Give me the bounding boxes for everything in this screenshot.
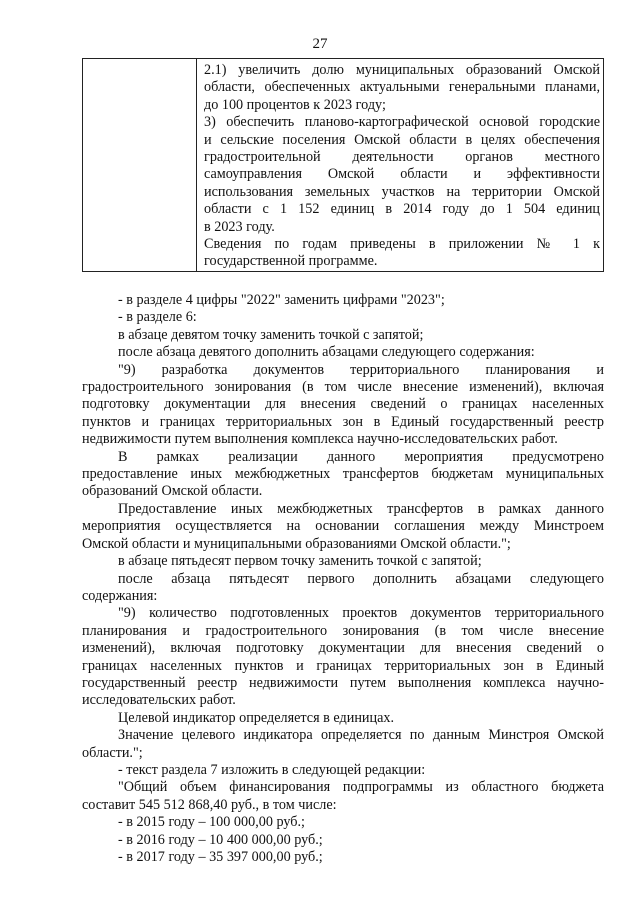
text-line: границах населенных пунктов и границах территориальных зон в Единый <box>82 657 604 674</box>
text-line: Омской области и муниципальными образованиями Омской области."; <box>82 535 511 552</box>
text-line: пунктов и границах территориальных зон в Единый государственный реестр <box>82 413 604 430</box>
text-line: исследовательских работ. <box>82 692 236 709</box>
content-table <box>82 58 604 272</box>
text-line: в 2023 году. <box>204 218 275 235</box>
text-line: Предоставление иных межбюджетных трансфертов в рамках данного <box>118 500 604 517</box>
text-line: в абзаце пятьдесят первом точку заменить точкой с запятой; <box>118 553 482 570</box>
text-line: содержания: <box>82 587 158 604</box>
text-line: Сведения по годам приведены в приложении № 1 к <box>204 236 600 253</box>
text-line: изменений), включая подготовку документации для внесения сведений о <box>82 640 604 657</box>
text-line: - в разделе 6: <box>118 309 197 326</box>
text-line: подготовку документации для внесения сведений о границах населенных <box>82 396 604 413</box>
text-line: государственный реестр недвижимости путем выполнения комплекса научно- <box>82 674 604 691</box>
text-line: градостроительного зонирования (в том числе внесение изменений), включая <box>82 379 604 396</box>
text-line: государственной программе. <box>204 253 378 270</box>
page-number: 27 <box>312 36 328 52</box>
text-line: самоуправления Омской области и эффективности <box>204 166 600 183</box>
text-line: - в 2016 году – 10 400 000,00 руб.; <box>118 831 323 848</box>
document-body <box>82 292 604 866</box>
text-line: 2.1) увеличить долю муниципальных образований Омской <box>204 62 600 78</box>
text-line: "9) разработка документов территориального планирования и <box>118 361 604 378</box>
text-line: и сельские поселения Омской области в целях обеспечения <box>204 131 600 148</box>
text-line: 3) обеспечить планово-картографической основой городские <box>204 114 600 131</box>
text-line: области с 1 152 единиц в 2014 году до 1 504 единиц <box>204 201 600 218</box>
text-line: Значение целевого индикатора определяется по данным Минстроя Омской <box>118 727 604 744</box>
text-line: образований Омской области. <box>82 483 263 500</box>
text-line: мероприятия осуществляется на основании соглашения между Минстроем <box>82 518 604 535</box>
table-right-cell <box>204 62 600 271</box>
text-line: - текст раздела 7 изложить в следующей редакции: <box>118 761 426 778</box>
text-line: составит 545 512 868,40 руб., в том числе: <box>82 796 337 813</box>
text-line: "Общий объем финансирования подпрограммы из областного бюджета <box>118 779 604 796</box>
text-line: после абзаца пятьдесят первого дополнить абзацами следующего <box>118 570 604 587</box>
text-line: области."; <box>82 744 143 761</box>
text-line: использования земельных участков на территории Омской <box>204 183 600 200</box>
text-line: до 100 процентов к 2023 году; <box>204 96 386 113</box>
table-left-cell <box>83 59 197 271</box>
text-line: Целевой индикатор определяется в единицах. <box>118 709 395 726</box>
text-line: В рамках реализации данного мероприятия предусмотрено <box>118 448 604 465</box>
text-line: планирования и градостроительного зонирования (в том числе внесение <box>82 622 604 639</box>
text-line: "9) количество подготовленных проектов документов территориального <box>118 605 604 622</box>
text-line: в абзаце девятом точку заменить точкой с запятой; <box>118 326 424 343</box>
text-line: недвижимости путем выполнения комплекса научно-исследовательских работ. <box>82 431 558 448</box>
text-line: предоставление иных межбюджетных трансфертов бюджетам муниципальных <box>82 466 604 483</box>
text-line: - в разделе 4 цифры "2022" заменить цифрами "2023"; <box>118 292 445 308</box>
text-line: - в 2015 году – 100 000,00 руб.; <box>118 814 305 831</box>
text-line: области, обеспеченных актуальными генеральными планами, <box>204 79 600 96</box>
text-line: после абзаца девятого дополнить абзацами следующего содержания: <box>118 344 535 361</box>
text-line: - в 2017 году – 35 397 000,00 руб.; <box>118 849 323 865</box>
text-line: градостроительной деятельности органов местного <box>204 149 600 166</box>
